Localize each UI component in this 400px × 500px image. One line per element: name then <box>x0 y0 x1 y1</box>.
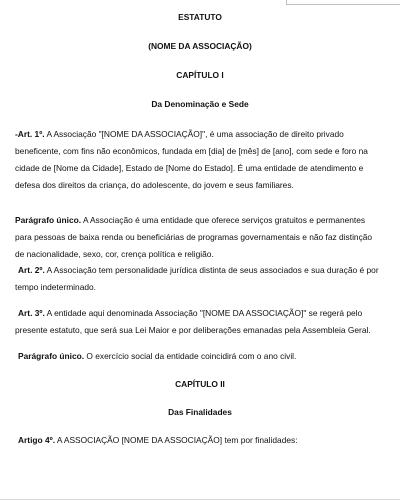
art-2-line-2: tempo indeterminado. <box>15 282 97 292</box>
art-1-line-3: cidade de [Nome da Cidade], Estado de [Nome do Estado]. É uma entidade de atendimento e <box>15 163 364 173</box>
art-1-label: -Art. 1º. <box>15 129 45 139</box>
art-2-label: Art. 2º. <box>18 265 45 275</box>
paragraph-1-line-1: Parágrafo único. A Associação é uma entidade que oferece serviços gratuitos e permanentes <box>15 215 366 225</box>
art-3-label: Art. 3º. <box>18 308 45 318</box>
document-title: ESTATUTO <box>178 12 222 22</box>
paragraph-1-line-3: de nacionalidade, sexo, cor, crença política e religião. <box>15 249 214 259</box>
art-2-line-1: Art. 2º. A Associação tem personalidade jurídica distinta de seus associados e sua duração é por <box>18 265 379 275</box>
chapter-1-heading: Da Denominação e Sede <box>151 99 249 109</box>
art-3-line-2: presente estatuto, que será sua Lei Maior e por deliberações emanadas pela Assembleia Geral. <box>15 325 371 335</box>
art-4-label: Artigo 4º. <box>18 435 56 445</box>
art-3-line-1: Art. 3º. A entidade aqui denominada Associação "[NOME DA ASSOCIAÇÃO]" se regerá pelo <box>18 308 363 318</box>
chapter-1-title: CAPÍTULO I <box>176 70 224 80</box>
paragraph-2-label: Parágrafo único. <box>18 351 85 361</box>
art-1-line-2: beneficente, com fins não econômicos, fundada em [dia] de [mês] de [ano], com sede e foro na <box>15 146 368 156</box>
paragraph-2: Parágrafo único. O exercício social da entidade coincidirá com o ano civil. <box>18 351 297 361</box>
association-name-heading: (NOME DA ASSOCIAÇÃO) <box>148 41 252 51</box>
art-1-line-4: defesa dos direitos da criança, do adolescente, do jovem e seus familiares. <box>15 180 294 190</box>
paragraph-1-line-2: para pessoas de baixa renda ou beneficiárias de programas governamentais e não faz distinção <box>15 232 373 242</box>
art-4: Artigo 4º. A ASSOCIAÇÃO [NOME DA ASSOCIAÇÃO] tem por finalidades: <box>18 435 298 445</box>
art-1-line-1: -Art. 1º. A Associação "[NOME DA ASSOCIAÇÃO]", é uma associação de direito privado <box>15 129 344 139</box>
chapter-2-heading: Das Finalidades <box>168 407 232 417</box>
chapter-2-title: CAPÍTULO II <box>175 379 225 389</box>
paragraph-1-label: Parágrafo único. <box>15 215 82 225</box>
